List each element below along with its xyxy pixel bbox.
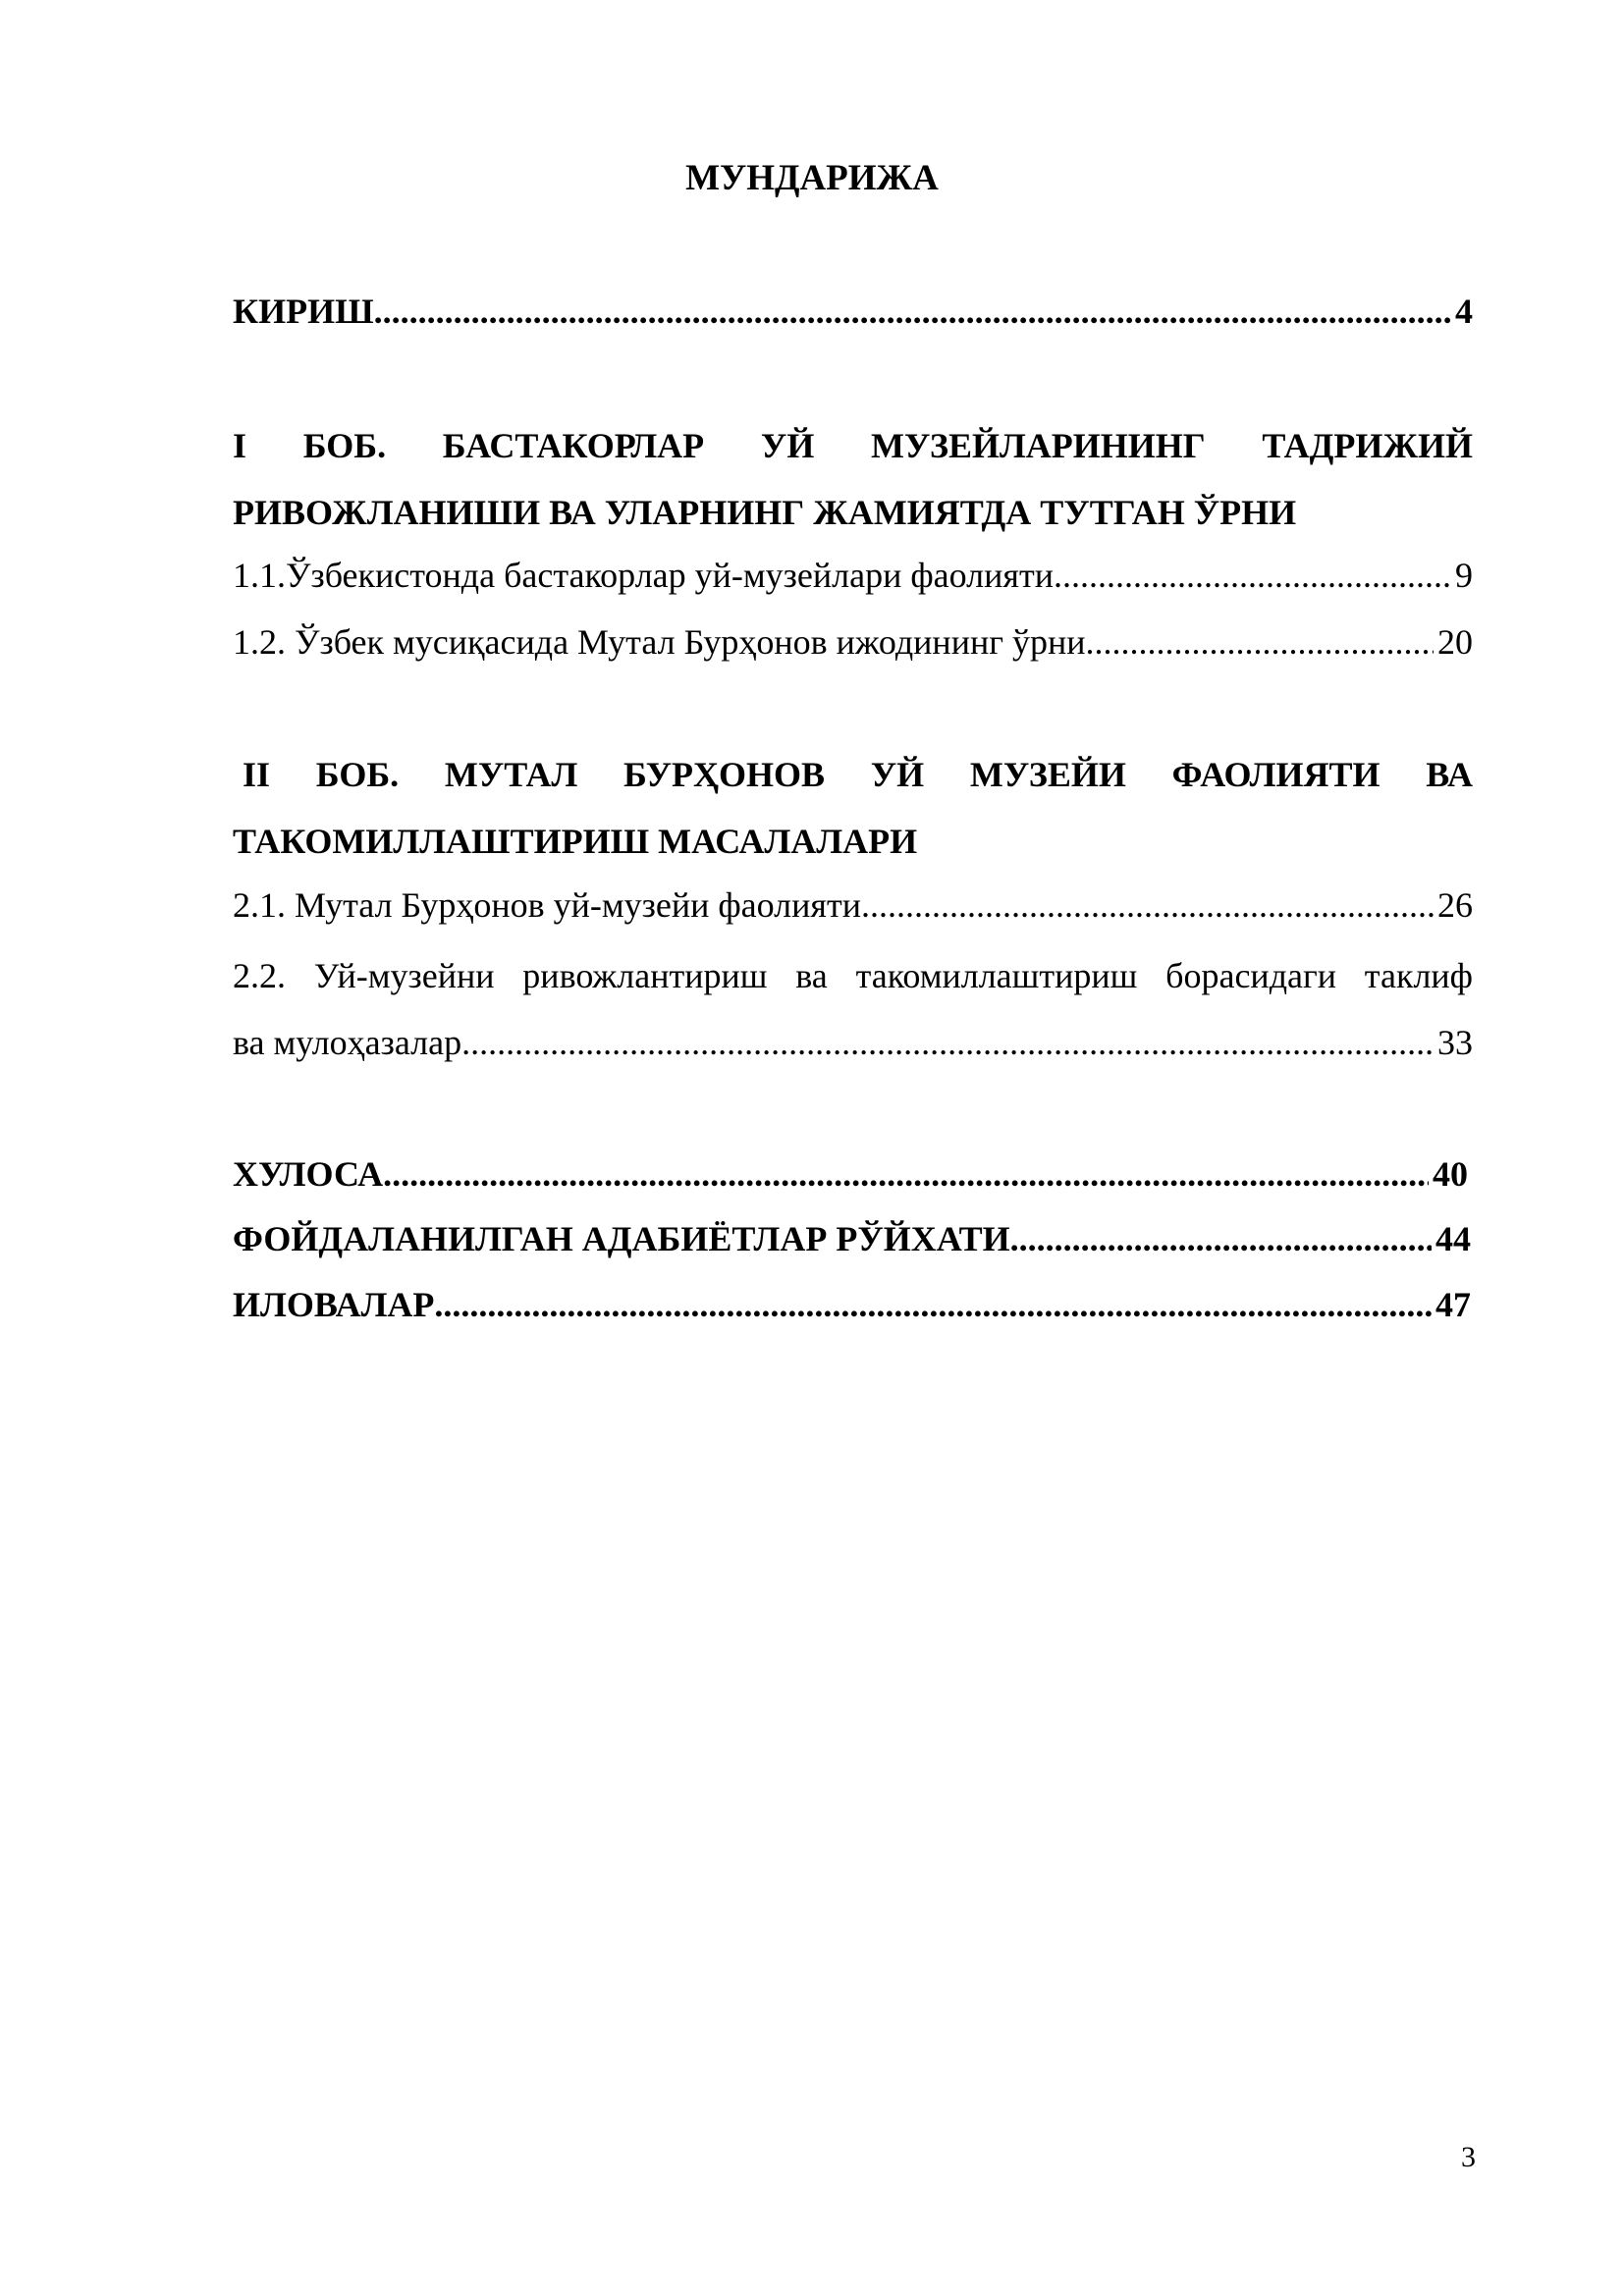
- toc-entry-introduction[interactable]: [233, 282, 1473, 341]
- toc-entry-1-2[interactable]: [233, 613, 1473, 671]
- toc-chapter-1-heading[interactable]: [233, 412, 1473, 546]
- toc-dot-leader: [861, 876, 1434, 934]
- toc-entry-label: 1.2. Ўзбек мусиқасида Мутал Бурҳонов ижодининг ўрни: [233, 622, 1086, 662]
- toc-entry-appendices[interactable]: [233, 1275, 1471, 1334]
- page-title: МУНДАРИЖА: [685, 158, 939, 198]
- toc-chapter-2-heading[interactable]: [233, 741, 1473, 875]
- chapter-heading-line: I БОБ. БАСТАКОРЛАР УЙ МУЗЕЙЛАРИНИНГ ТАДРИЖИЙ: [233, 426, 1473, 465]
- page-number: 3: [1461, 2141, 1476, 2173]
- chapter-heading-line: II БОБ. МУТАЛ БУРҲОНОВ УЙ МУЗЕЙИ ФАОЛИЯТИ ВА: [243, 755, 1473, 794]
- toc-dot-leader: [383, 1145, 1429, 1203]
- toc-entry-label: ва мулоҳазалар: [233, 1023, 462, 1062]
- toc-dot-leader: [1086, 613, 1434, 671]
- toc-dot-leader: [1054, 546, 1451, 605]
- toc-entry-2-1[interactable]: [233, 876, 1473, 934]
- toc-entry-references[interactable]: [233, 1209, 1471, 1268]
- toc-entry-page: 40: [1433, 1154, 1468, 1194]
- toc-entry-label: ИЛОВАЛАР: [233, 1285, 435, 1324]
- toc-entry-2-2[interactable]: [233, 942, 1473, 1009]
- chapter-heading-line: ТАКОМИЛЛАШТИРИШ МАСАЛАЛАРИ: [233, 822, 918, 861]
- toc-entry-page: 4: [1455, 292, 1473, 331]
- toc-entry-page: 20: [1437, 622, 1473, 662]
- toc-entry-1-1[interactable]: [233, 546, 1473, 605]
- toc-dot-leader: [461, 1013, 1434, 1072]
- toc-entry-page: 33: [1437, 1023, 1473, 1062]
- chapter-heading-line: РИВОЖЛАНИШИ ВА УЛАРНИНГ ЖАМИЯТДА ТУТГАН ЎРНИ: [233, 493, 1297, 532]
- toc-entry-page: 26: [1437, 885, 1473, 925]
- toc-entry-conclusion[interactable]: [233, 1145, 1468, 1203]
- toc-entry-label: 2.1. Мутал Бурҳонов уй-музейи фаолияти: [233, 885, 861, 925]
- toc-entry-label: КИРИШ: [233, 292, 374, 331]
- toc-entry-page: 44: [1435, 1219, 1471, 1258]
- toc-entry-label: 2.2. Уй-музейни ривожлантириш ва такомиллаштириш борасидаги таклиф: [233, 956, 1473, 995]
- toc-dot-leader: [374, 282, 1451, 341]
- toc-entry-label: ХУЛОСА: [233, 1154, 384, 1194]
- toc-entry-page: 9: [1455, 556, 1473, 595]
- toc-dot-leader: [434, 1275, 1432, 1334]
- toc-dot-leader: [1010, 1209, 1432, 1268]
- toc-entry-label: 1.1.Ўзбекистонда бастакорлар уй-музейлари фаолияти: [233, 556, 1054, 595]
- toc-entry-label: ФОЙДАЛАНИЛГАН АДАБИЁТЛАР РЎЙХАТИ: [233, 1219, 1010, 1258]
- toc-entry-2-2-continuation[interactable]: [233, 1013, 1473, 1072]
- toc-entry-page: 47: [1435, 1285, 1471, 1324]
